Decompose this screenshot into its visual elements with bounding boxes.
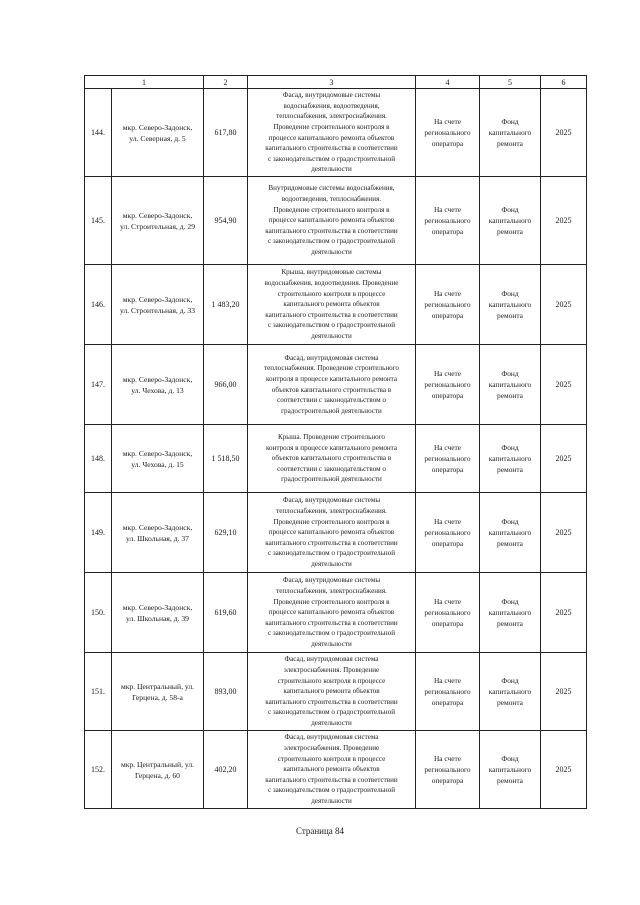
funding-cell-line: Фонд	[501, 117, 519, 126]
address-cell	[112, 425, 204, 493]
address-cell	[112, 345, 204, 425]
account-cell	[416, 573, 480, 653]
address-cell-line: ул. Северная, д. 5	[129, 133, 186, 143]
works-cell-line: капитального строительства в соответствии	[265, 697, 398, 706]
works-cell-line: деятельности	[311, 165, 352, 174]
works-cell	[248, 653, 416, 731]
funding-cell-line: ремонта	[497, 539, 523, 548]
funding-cell-line: капитального	[488, 128, 532, 137]
account-cell	[416, 493, 480, 573]
table-row	[85, 89, 587, 177]
column-number-row	[85, 76, 587, 89]
column-header-6: 6	[541, 76, 587, 89]
account-cell-line: оператора	[431, 776, 464, 785]
funding-cell-line: Фонд	[501, 443, 519, 452]
year-cell: 2025	[541, 653, 587, 731]
funding-cell	[480, 653, 541, 731]
area-cell: 1 518,50	[204, 425, 248, 493]
account-cell-line: На счете	[433, 517, 462, 526]
works-cell-line: Фасад, внутридомовые системы	[282, 91, 381, 100]
funding-cell-line: ремонта	[497, 391, 523, 400]
account-cell-line: На счете	[433, 676, 462, 685]
table-row	[85, 731, 587, 809]
address-cell-line: мкр. Северо-Задонск,	[122, 122, 193, 132]
funding-cell	[480, 493, 541, 573]
account-cell	[416, 345, 480, 425]
year-cell: 2025	[541, 493, 587, 573]
year-cell: 2025	[541, 731, 587, 809]
works-cell	[248, 493, 416, 573]
works-cell-line: контроля в процессе капитального ремонта	[265, 443, 398, 452]
funding-cell-line: ремонта	[497, 619, 523, 628]
area-cell: 629,10	[204, 493, 248, 573]
funding-cell-line: Фонд	[501, 676, 519, 685]
works-cell-line: с законодательством о градостроительной	[267, 708, 396, 717]
address-cell-line: мкр. Северо-Задонск,	[122, 522, 193, 532]
works-cell-line: Внутридомовые системы водоснабжения,	[268, 184, 395, 193]
address-cell-line: ул. Чехова, д. 13	[131, 385, 184, 395]
works-cell	[248, 731, 416, 809]
works-cell-line: Крыша. Проведение строительного	[278, 433, 385, 442]
works-cell-line: процессе капитального ремонта объектов	[268, 216, 395, 225]
account-cell-line: оператора	[431, 619, 464, 628]
works-cell-line: строительного контроля в процессе	[277, 289, 386, 298]
account-cell-line: регионального	[424, 608, 471, 617]
area-cell: 966,00	[204, 345, 248, 425]
works-cell-line: водоотведения, теплоснабжения.	[281, 195, 382, 204]
address-cell-line: ул. Строительная, д. 29	[119, 221, 195, 231]
works-cell-line: Фасад, внутридомовые системы	[282, 496, 381, 505]
account-cell-line: оператора	[431, 465, 464, 474]
address-cell	[112, 731, 204, 809]
funding-cell	[480, 731, 541, 809]
funding-cell-line: капитального	[488, 687, 532, 696]
funding-cell-line: Фонд	[501, 597, 519, 606]
works-cell-line: деятельности	[311, 718, 352, 727]
column-header-5: 5	[480, 76, 541, 89]
funding-cell-line: Фонд	[501, 754, 519, 763]
account-cell-line: На счете	[433, 754, 462, 763]
works-cell-line: капитального строительства в соответствии	[265, 226, 398, 235]
account-cell	[416, 653, 480, 731]
funding-cell-line: Фонд	[501, 289, 519, 298]
table-row	[85, 265, 587, 345]
works-cell-line: капитального строительства в соответствии	[265, 310, 398, 319]
address-cell-line: мкр. Северо-Задонск,	[122, 210, 193, 220]
row-number: 145.	[85, 177, 112, 265]
funding-cell	[480, 265, 541, 345]
funding-cell-line: Фонд	[501, 517, 519, 526]
funding-cell-line: капитального	[488, 300, 532, 309]
funding-cell	[480, 573, 541, 653]
funding-cell-line: капитального	[488, 216, 532, 225]
account-cell-line: регионального	[424, 300, 471, 309]
works-cell-line: Фасад, внутридомовые системы	[282, 576, 381, 585]
row-number: 149.	[85, 493, 112, 573]
account-cell-line: регионального	[424, 528, 471, 537]
address-cell	[112, 573, 204, 653]
works-cell-line: строительного контроля в процессе	[277, 754, 386, 763]
works-cell-line: капитального ремонта объектов	[283, 300, 380, 309]
works-cell-line: градостроительной деятельности	[281, 406, 382, 415]
table-row	[85, 493, 587, 573]
works-cell-line: с законодательством о градостроительной	[267, 629, 396, 638]
funding-cell	[480, 425, 541, 493]
page-number: Страница 84	[295, 826, 345, 836]
account-cell-line: оператора	[431, 698, 464, 707]
address-cell-line: мкр. Центральный, ул.	[120, 759, 195, 769]
address-cell-line: ул. Школьная, д. 37	[126, 533, 189, 543]
account-cell-line: оператора	[431, 391, 464, 400]
works-cell-line: теплоснабжения. Проведение строительного	[264, 364, 399, 373]
area-cell: 893,00	[204, 653, 248, 731]
row-number: 147.	[85, 345, 112, 425]
row-number: 151.	[85, 653, 112, 731]
address-cell-line: мкр. Северо-Задонск,	[122, 294, 193, 304]
works-cell-line: Проведение строительного контроля в	[273, 597, 390, 606]
works-cell-line: с законодательством о градостроительной	[267, 321, 396, 330]
funding-cell-line: ремонта	[497, 139, 523, 148]
works-cell-line: водоснабжения, водоотведения,	[283, 101, 380, 110]
row-number: 144.	[85, 89, 112, 177]
row-number: 150.	[85, 573, 112, 653]
address-cell-line: ул. Строительная, д. 33	[119, 305, 195, 315]
funding-cell	[480, 89, 541, 177]
funding-cell-line: ремонта	[497, 698, 523, 707]
account-cell	[416, 425, 480, 493]
address-cell	[112, 177, 204, 265]
works-cell-line: капитального ремонта объектов	[283, 687, 380, 696]
address-cell-line: Герцена, д. 60	[135, 770, 180, 780]
address-cell-line: мкр. Северо-Задонск,	[122, 602, 193, 612]
funding-cell-line: капитального	[488, 765, 532, 774]
address-cell	[112, 653, 204, 731]
works-cell-line: деятельности	[311, 639, 352, 648]
address-cell	[112, 265, 204, 345]
works-cell-line: объектов капитального строительства в	[271, 454, 392, 463]
table-row	[85, 653, 587, 731]
account-cell-line: регионального	[424, 128, 471, 137]
column-header-2: 2	[204, 76, 248, 89]
works-cell	[248, 177, 416, 265]
works-cell-line: Проведение строительного контроля в	[273, 122, 390, 131]
funding-cell-line: ремонта	[497, 776, 523, 785]
address-cell-line: мкр. Северо-Задонск,	[122, 448, 193, 458]
table-body	[85, 89, 587, 809]
works-cell-line: капитального строительства в соответствии	[265, 144, 398, 153]
works-cell-line: электроснабжения. Проведение	[283, 744, 380, 753]
year-cell: 2025	[541, 573, 587, 653]
works-cell-line: деятельности	[311, 331, 352, 340]
funding-cell-line: капитального	[488, 608, 532, 617]
table-row	[85, 345, 587, 425]
works-cell-line: капитального строительства в соответствии	[265, 538, 398, 547]
area-cell: 617,80	[204, 89, 248, 177]
works-cell-line: деятельности	[311, 559, 352, 568]
year-cell: 2025	[541, 425, 587, 493]
works-cell-line: соответствии с законодательством о	[277, 396, 386, 405]
account-cell-line: На счете	[433, 597, 462, 606]
works-cell-line: капитального строительства в соответствии	[265, 618, 398, 627]
funding-cell-line: Фонд	[501, 369, 519, 378]
works-cell-line: процессе капитального ремонта объектов	[268, 133, 395, 142]
works-cell-line: деятельности	[311, 796, 352, 805]
funding-cell	[480, 345, 541, 425]
works-cell-line: Фасад, внутридомовая система	[284, 655, 379, 664]
funding-cell-line: ремонта	[497, 311, 523, 320]
works-cell-line: строительного контроля в процессе	[277, 676, 386, 685]
table-row	[85, 177, 587, 265]
account-cell	[416, 89, 480, 177]
area-cell: 1 483,20	[204, 265, 248, 345]
area-cell: 619,60	[204, 573, 248, 653]
account-cell-line: регионального	[424, 687, 471, 696]
funding-cell	[480, 177, 541, 265]
area-cell: 402,20	[204, 731, 248, 809]
account-cell-line: оператора	[431, 139, 464, 148]
works-cell-line: деятельности	[311, 247, 352, 256]
works-cell	[248, 265, 416, 345]
works-cell-line: теплоснабжения, электроснабжения.	[276, 507, 387, 516]
year-cell: 2025	[541, 177, 587, 265]
account-cell-line: оператора	[431, 227, 464, 236]
account-cell-line: регионального	[424, 216, 471, 225]
address-cell-line: мкр. Центральный, ул.	[120, 681, 195, 691]
works-cell-line: с законодательством о градостроительной	[267, 549, 396, 558]
account-cell-line: регионального	[424, 765, 471, 774]
works-cell-line: теплоснабжения, электроснабжения.	[276, 587, 387, 596]
funding-cell-line: капитального	[488, 380, 532, 389]
works-cell-line: градостроительной деятельности	[281, 475, 382, 484]
account-cell-line: На счете	[433, 117, 462, 126]
account-cell-line: регионального	[424, 380, 471, 389]
area-cell: 954,90	[204, 177, 248, 265]
table-row	[85, 573, 587, 653]
address-cell	[112, 89, 204, 177]
funding-cell-line: ремонта	[497, 227, 523, 236]
works-cell	[248, 425, 416, 493]
works-cell-line: Фасад, внутридомовая система	[284, 353, 379, 362]
row-number: 148.	[85, 425, 112, 493]
works-cell-line: с законодательством о градостроительной	[267, 786, 396, 795]
account-cell-line: оператора	[431, 311, 464, 320]
works-cell-line: Крыша, внутридомовые системы	[281, 268, 382, 277]
account-cell-line: оператора	[431, 539, 464, 548]
works-cell-line: теплоснабжения, электроснабжения.	[276, 112, 387, 121]
year-cell: 2025	[541, 345, 587, 425]
works-cell-line: объектов капитального строительства в	[271, 385, 392, 394]
account-cell-line: На счете	[433, 369, 462, 378]
works-cell	[248, 345, 416, 425]
column-header-3: 3	[248, 76, 416, 89]
works-cell-line: Проведение строительного контроля в	[273, 205, 390, 214]
funding-cell-line: капитального	[488, 528, 532, 537]
works-cell-line: процессе капитального ремонта объектов	[268, 608, 395, 617]
works-cell	[248, 573, 416, 653]
works-cell-line: капитального ремонта объектов	[283, 765, 380, 774]
address-cell	[112, 493, 204, 573]
account-cell-line: регионального	[424, 454, 471, 463]
funding-cell-line: капитального	[488, 454, 532, 463]
address-cell-line: мкр. Северо-Задонск,	[122, 374, 193, 384]
row-number: 152.	[85, 731, 112, 809]
works-cell-line: соответствии с законодательством о	[277, 464, 386, 473]
works-cell-line: Фасад, внутридомовая система	[284, 733, 379, 742]
works-cell-line: с законодательством о градостроительной	[267, 237, 396, 246]
funding-cell-line: ремонта	[497, 465, 523, 474]
repair-schedule-table	[84, 75, 587, 809]
column-header-4: 4	[416, 76, 480, 89]
account-cell-line: На счете	[433, 289, 462, 298]
works-cell	[248, 89, 416, 177]
works-cell-line: Проведение строительного контроля в	[273, 517, 390, 526]
works-cell-line: водоснабжения, водоотведения. Проведение	[264, 279, 399, 288]
account-cell	[416, 731, 480, 809]
address-cell-line: ул. Чехова, д. 15	[131, 459, 184, 469]
address-cell-line: Герцена, д. 58-а	[132, 692, 183, 702]
column-header-1: 1	[85, 76, 204, 89]
table-row	[85, 425, 587, 493]
account-cell-line: На счете	[433, 443, 462, 452]
row-number: 146.	[85, 265, 112, 345]
works-cell-line: капитального строительства в соответствии	[265, 775, 398, 784]
funding-cell-line: Фонд	[501, 205, 519, 214]
year-cell: 2025	[541, 89, 587, 177]
works-cell-line: с законодательством о градостроительной	[267, 154, 396, 163]
account-cell	[416, 177, 480, 265]
address-cell-line: ул. Школьная, д. 39	[126, 613, 189, 623]
works-cell-line: электроснабжения. Проведение	[283, 666, 380, 675]
year-cell: 2025	[541, 265, 587, 345]
account-cell	[416, 265, 480, 345]
account-cell-line: На счете	[433, 205, 462, 214]
works-cell-line: процессе капитального ремонта объектов	[268, 528, 395, 537]
works-cell-line: контроля в процессе капитального ремонта	[265, 374, 398, 383]
